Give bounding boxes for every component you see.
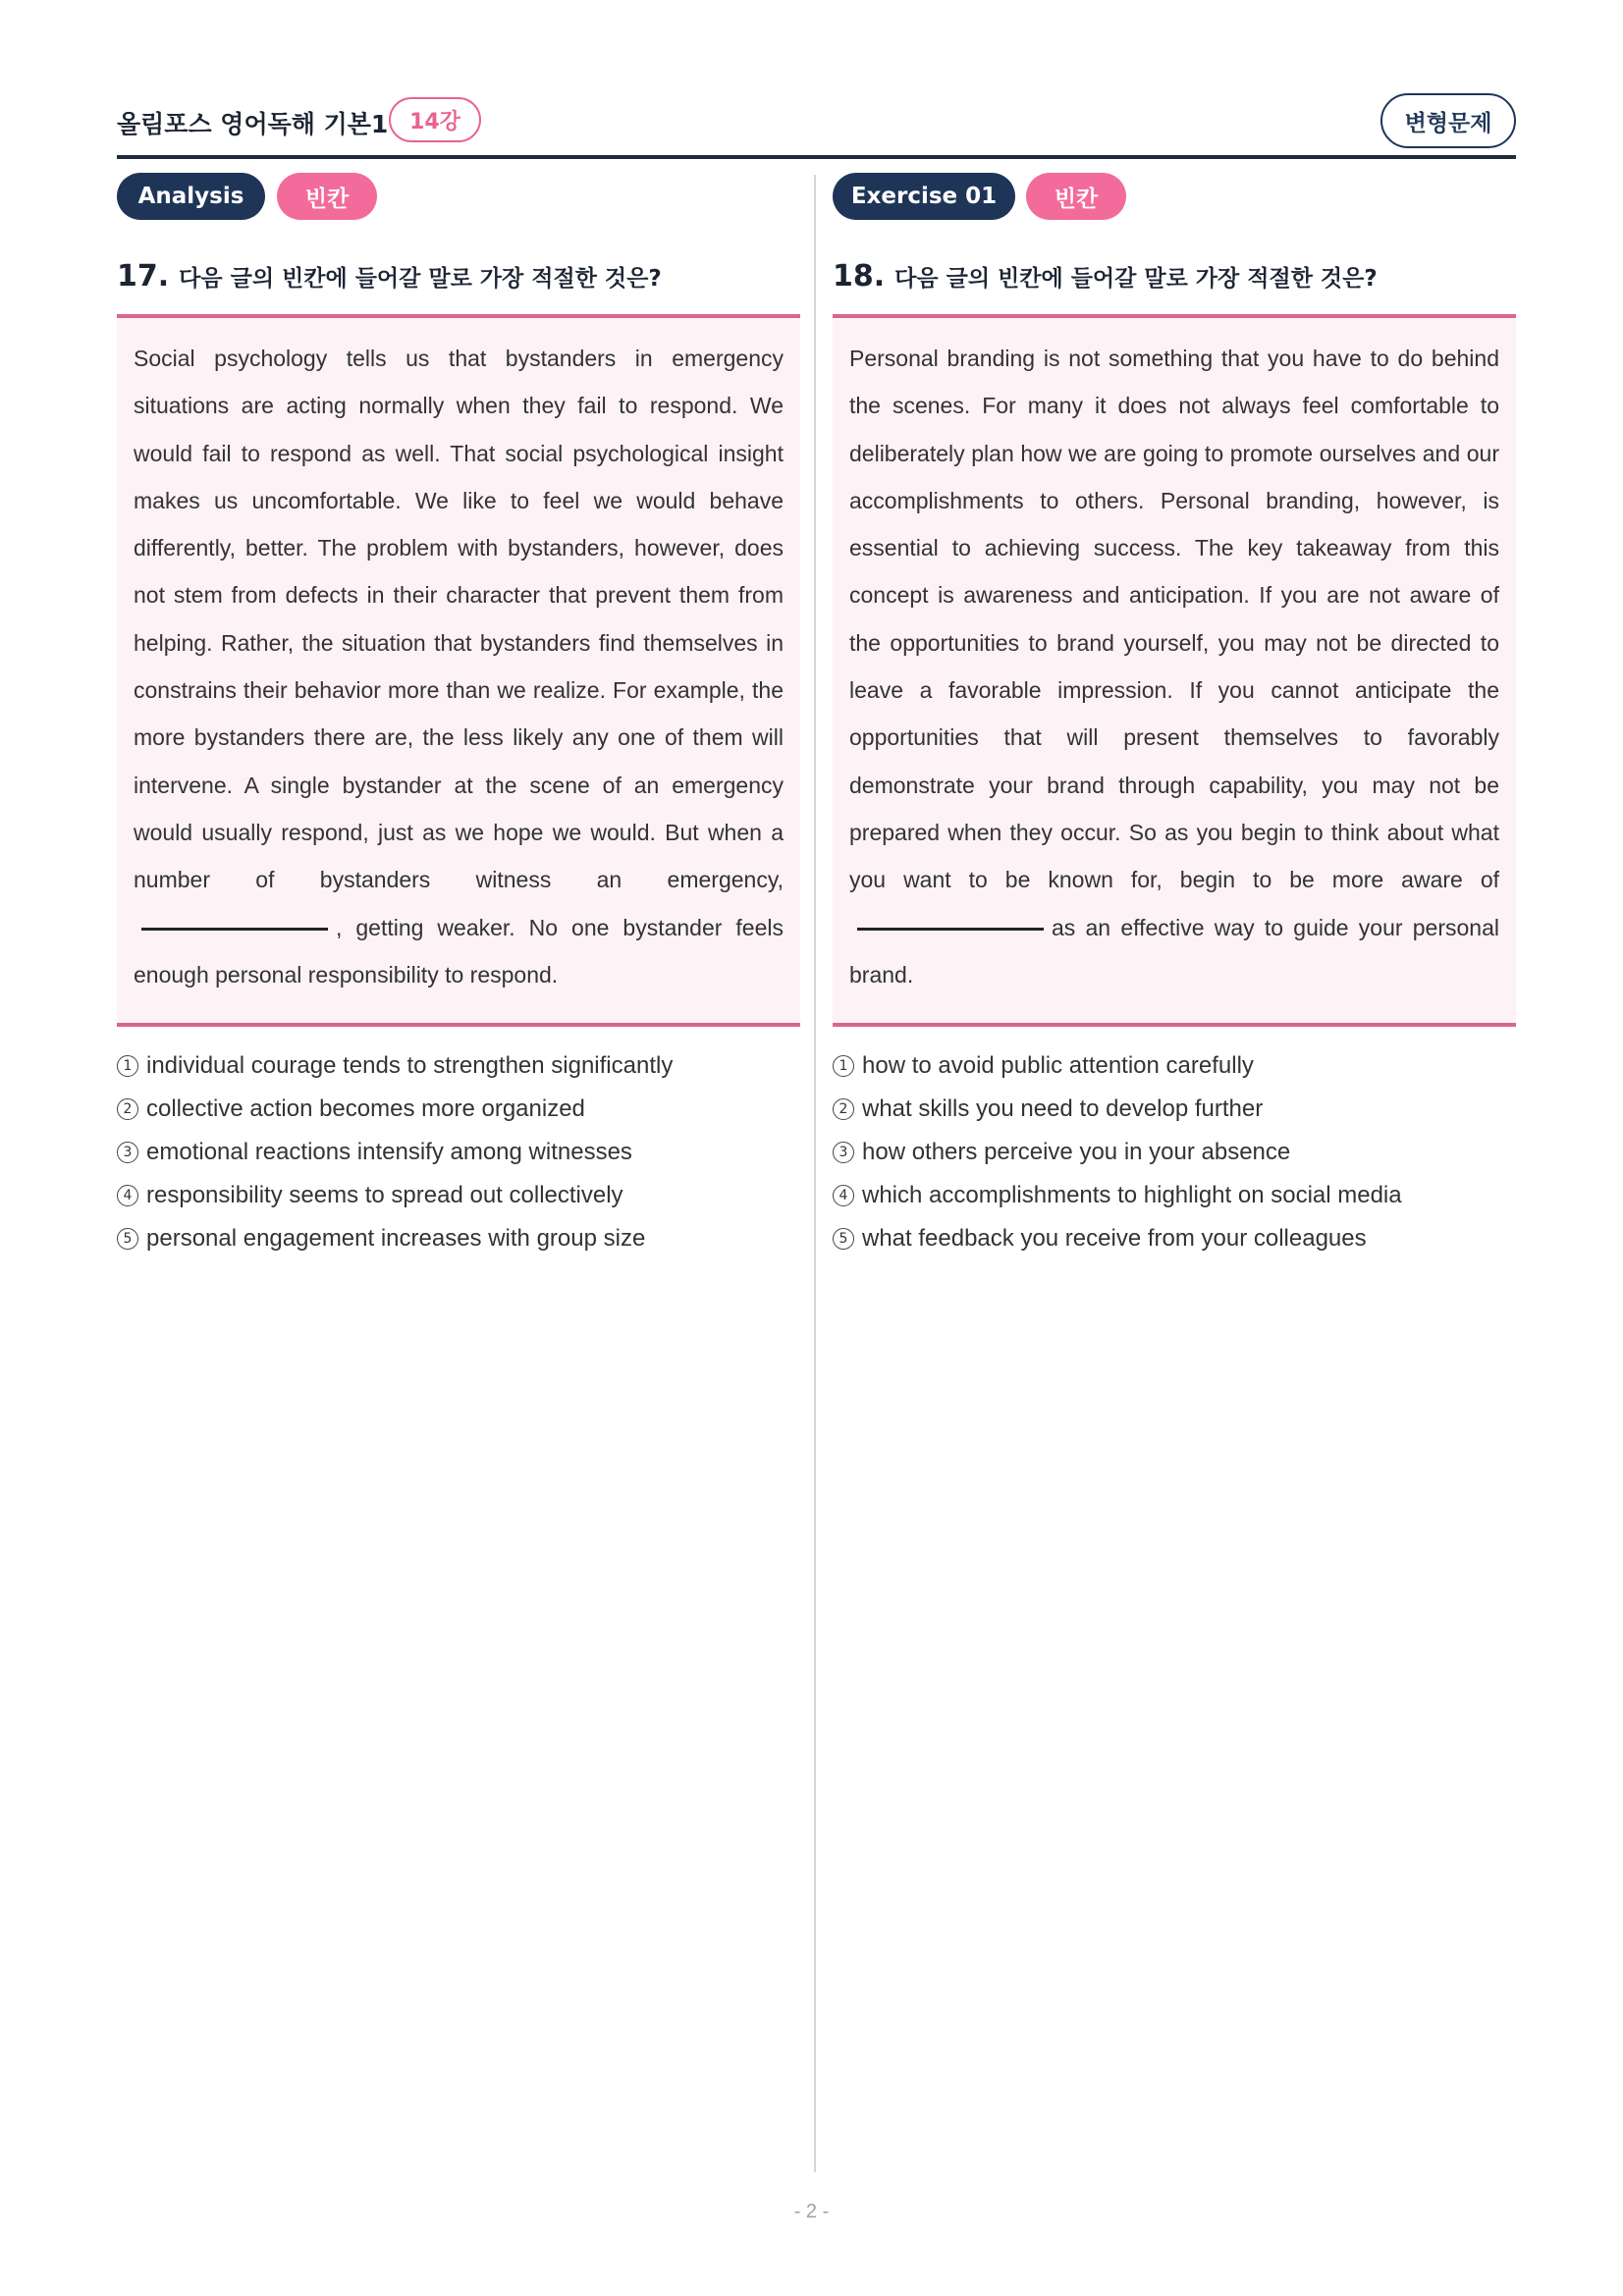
question-18-column <box>833 173 1516 1252</box>
section-tag-analysis: Analysis <box>117 173 265 220</box>
option-number-icon: 2 <box>117 1098 138 1120</box>
option-text: personal engagement increases with group size <box>146 1225 646 1252</box>
category-tag-blank: 빈칸 <box>277 173 377 220</box>
passage-after-blank: as an effective way to guide your personal brand. <box>849 914 1499 988</box>
option-number-icon: 1 <box>117 1055 138 1077</box>
column-divider <box>814 175 816 2172</box>
option-number-icon: 3 <box>117 1142 138 1163</box>
page-number: - 2 - <box>793 2201 830 2222</box>
series-title: 올림포스 영어독해 기본1 <box>117 110 389 138</box>
option-5[interactable] <box>117 1217 800 1260</box>
tag-row <box>117 173 800 222</box>
option-text: which accomplishments to highlight on social media <box>862 1182 1402 1208</box>
option-number-icon: 5 <box>117 1228 138 1250</box>
option-3[interactable] <box>117 1131 800 1174</box>
lesson-badge: 14강 <box>389 97 481 142</box>
option-2[interactable] <box>833 1088 1516 1131</box>
passage-box <box>833 314 1516 1027</box>
tag-row <box>833 173 1516 222</box>
type-badge: 변형문제 <box>1380 93 1516 148</box>
page-header <box>117 93 1516 164</box>
option-number-icon: 2 <box>833 1098 854 1120</box>
option-5[interactable] <box>833 1217 1516 1260</box>
option-4[interactable] <box>117 1174 800 1217</box>
option-number-icon: 4 <box>833 1185 854 1206</box>
option-number-icon: 4 <box>117 1185 138 1206</box>
question-text: 다음 글의 빈칸에 들어갈 말로 가장 적절한 것은? <box>894 266 1378 292</box>
option-number-icon: 5 <box>833 1228 854 1250</box>
option-2[interactable] <box>117 1088 800 1131</box>
header-divider <box>117 155 1516 159</box>
passage-before-blank: Personal branding is not something that you have to do behind the scenes. For many it does not always feel comfortable to deliberately plan how we are going to promote ourselves and our accomplishments to others. Personal branding, however, is essential to achieving success. The key takeaway from this concept is awareness and anticipation. If you are not aware of the opportunities to brand yourself, you may not be directed to leave a favorable impression. If you cannot anticipate the opportunities that will present themselves to favorably demonstrate your brand through capability, you may not be prepared when they occur. So as you begin to think about what you want to be known for, begin to be more aware of <box>849 346 1499 893</box>
option-text: what skills you need to develop further <box>862 1095 1264 1122</box>
question-17-column <box>117 173 800 1252</box>
option-text: how to avoid public attention carefully <box>862 1052 1254 1079</box>
answer-options <box>117 1044 800 1260</box>
passage-text <box>849 335 1499 998</box>
option-text: individual courage tends to strengthen significantly <box>146 1052 674 1079</box>
option-1[interactable] <box>117 1044 800 1088</box>
category-tag-blank: 빈칸 <box>1026 173 1126 220</box>
answer-options <box>833 1044 1516 1260</box>
passage-after-blank: , getting weaker. No one bystander feels enough personal responsibility to respond. <box>134 914 784 988</box>
option-text: emotional reactions intensify among witnesses <box>146 1139 632 1165</box>
option-text: collective action becomes more organized <box>146 1095 585 1122</box>
question-number: 17. <box>117 259 170 294</box>
question-heading <box>833 259 1516 294</box>
question-heading <box>117 259 800 294</box>
option-text: responsibility seems to spread out collectively <box>146 1182 623 1208</box>
option-1[interactable] <box>833 1044 1516 1088</box>
option-text: how others perceive you in your absence <box>862 1139 1291 1165</box>
answer-blank <box>141 928 328 931</box>
option-4[interactable] <box>833 1174 1516 1217</box>
option-text: what feedback you receive from your colleagues <box>862 1225 1367 1252</box>
section-tag-exercise: Exercise 01 <box>833 173 1015 220</box>
question-text: 다음 글의 빈칸에 들어갈 말로 가장 적절한 것은? <box>179 266 662 292</box>
answer-blank <box>857 928 1044 931</box>
option-3[interactable] <box>833 1131 1516 1174</box>
option-number-icon: 1 <box>833 1055 854 1077</box>
passage-box <box>117 314 800 1027</box>
passage-text <box>134 335 784 998</box>
option-number-icon: 3 <box>833 1142 854 1163</box>
passage-before-blank: Social psychology tells us that bystanders in emergency situations are acting normally when they fail to respond. We would fail to respond as well. That social psychological insight makes us uncomfortable. We like to feel we would behave differently, better. The problem with bystanders, however, does not stem from defects in their character that prevent them from helping. Rather, the situation that bystanders find themselves in constrains their behavior more than we realize. For example, the more bystanders there are, the less likely any one of them will intervene. A single bystander at the scene of an emergency would usually respond, just as we hope we would. But when a number of bystanders witness an emergency, <box>134 346 784 893</box>
question-number: 18. <box>833 259 886 294</box>
